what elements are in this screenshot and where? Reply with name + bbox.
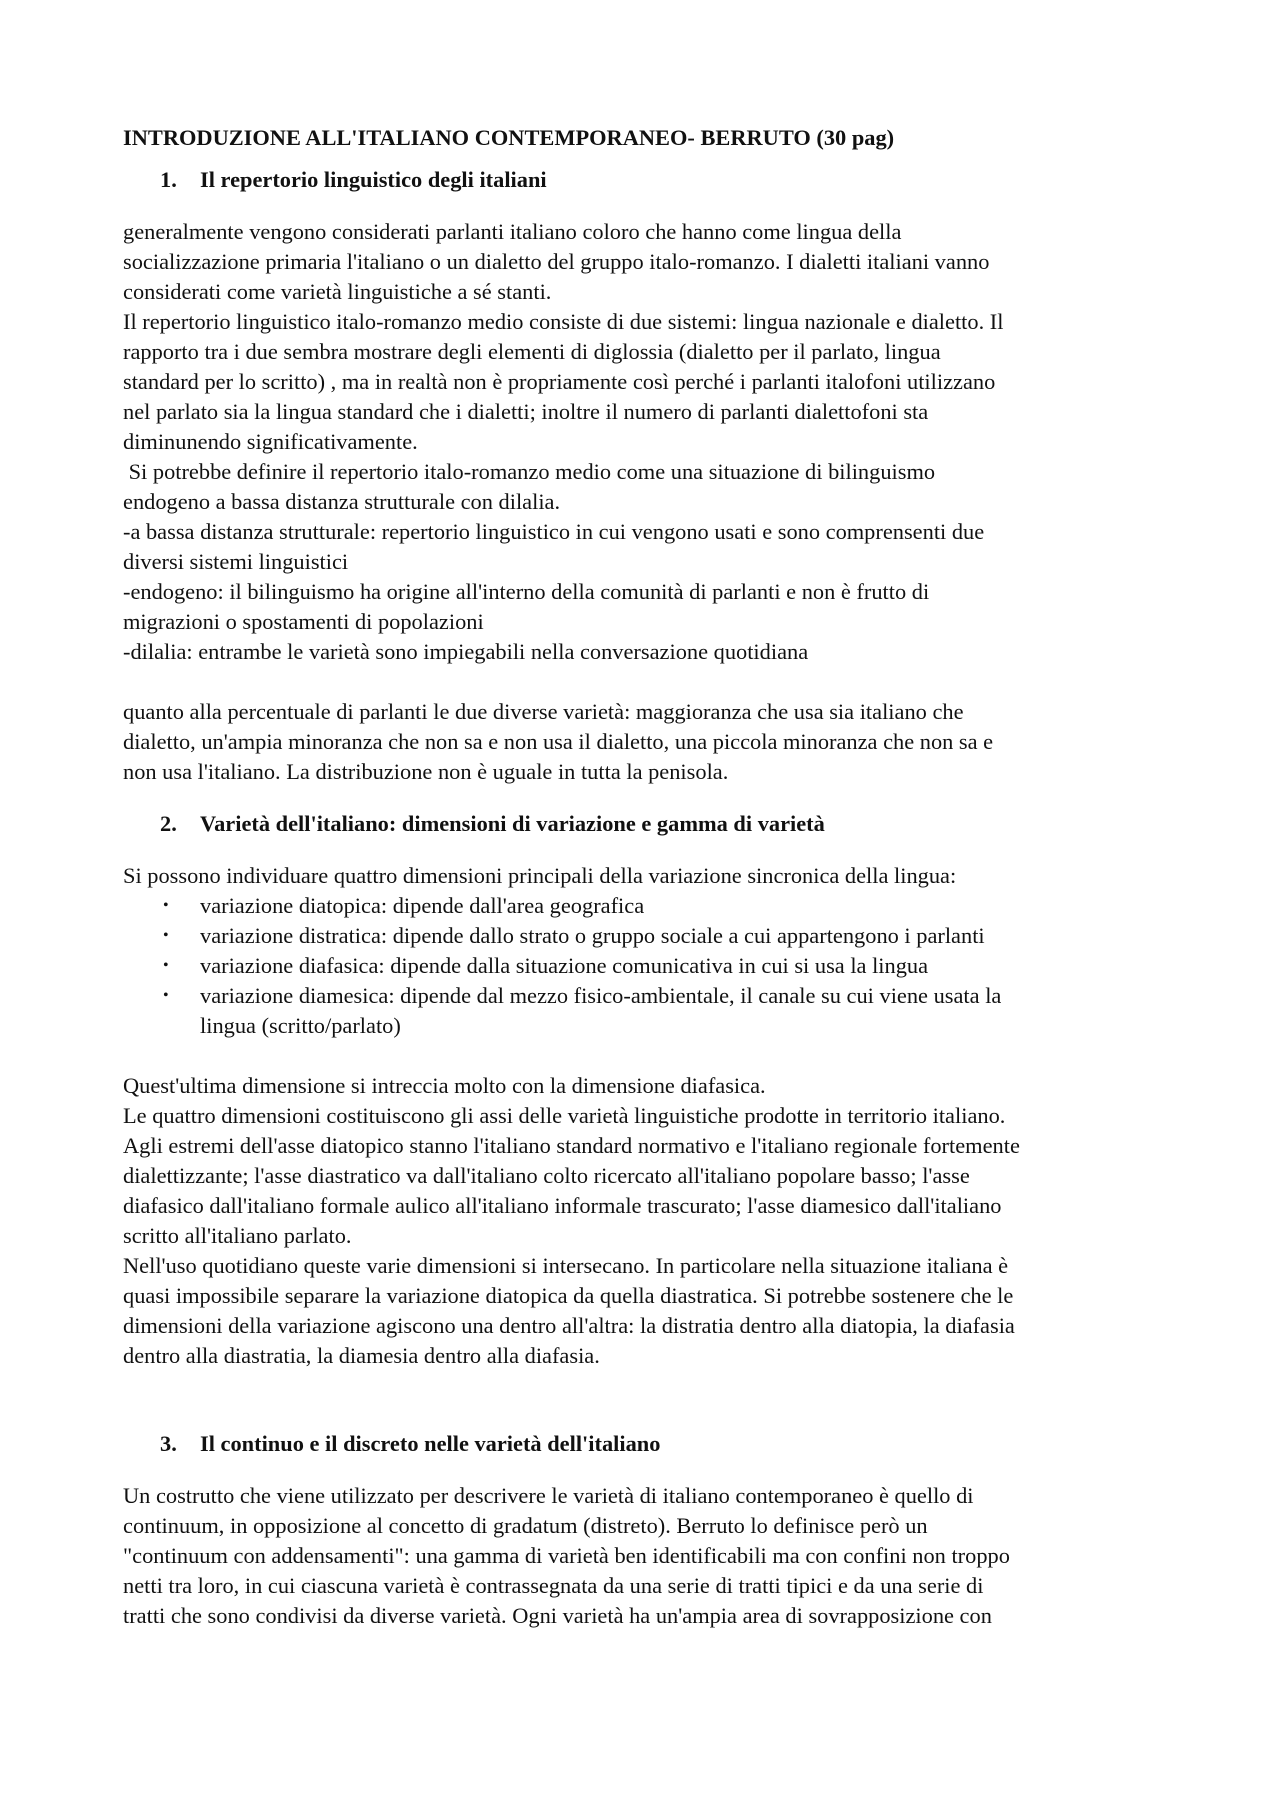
text-line: variazione distratica: dipende dallo strato o gruppo sociale a cui appartengono i parlanti — [200, 923, 985, 948]
text-line: socializzazione primaria l'italiano o un dialetto del gruppo italo-romanzo. I dialetti italiani vanno — [123, 249, 990, 274]
text-line: scritto all'italiano parlato. — [123, 1223, 352, 1248]
text-line: -endogeno: il bilinguismo ha origine all'interno della comunità di parlanti e non è frutto di — [123, 579, 930, 604]
text-line: non usa l'italiano. La distribuzione non è uguale in tutta la penisola. — [123, 759, 729, 784]
text-line: variazione diafasica: dipende dalla situazione comunicativa in cui si usa la lingua — [200, 953, 929, 978]
section-number: 2. — [160, 811, 177, 836]
bullet-list — [123, 891, 1173, 1041]
text-line: dialettizzante; l'asse diastratico va dall'italiano colto ricercato all'italiano popolare basso; l'asse — [123, 1163, 970, 1188]
section2-paragraph — [123, 1071, 1173, 1371]
list-item — [123, 951, 1173, 981]
text-line: diafasico dall'italiano formale aulico all'italiano informale trascurato; l'asse diamesico dall'italiano — [123, 1193, 1002, 1218]
section-heading-2 — [123, 809, 1173, 839]
section-number: 1. — [160, 167, 177, 192]
section-heading-1 — [123, 165, 1173, 195]
section1-paragraph-1 — [123, 217, 1173, 667]
text-line: Un costrutto che viene utilizzato per descrivere le varietà di italiano contemporaneo è quello di — [123, 1483, 974, 1508]
text-line: Nell'uso quotidiano queste varie dimensioni si intersecano. In particolare nella situazione italiana è — [123, 1253, 1009, 1278]
section3-paragraph — [123, 1481, 1173, 1631]
text-line: diversi sistemi linguistici — [123, 549, 349, 574]
text-line: tratti che sono condivisi da diverse varietà. Ogni varietà ha un'ampia area di sovrapposizione con — [123, 1603, 992, 1628]
text-line: diminunendo significativamente. — [123, 429, 418, 454]
text-line: Si potrebbe definire il repertorio italo-romanzo medio come una situazione di bilinguismo — [123, 459, 936, 484]
document-title: INTRODUZIONE ALL'ITALIANO CONTEMPORANEO- BERRUTO (30 pag) — [123, 125, 895, 150]
text-line: variazione diamesica: dipende dal mezzo fisico-ambientale, il canale su cui viene usata la — [200, 983, 1002, 1008]
bullet-icon: • — [163, 957, 169, 974]
section-title: Varietà dell'italiano: dimensioni di variazione e gamma di varietà — [200, 811, 825, 836]
text-line: quanto alla percentuale di parlanti le due diverse varietà: maggioranza che usa sia italiano che — [123, 699, 964, 724]
bullet-icon: • — [163, 897, 169, 914]
section-title: Il repertorio linguistico degli italiani — [200, 167, 547, 192]
text-line: standard per lo scritto) , ma in realtà non è propriamente così perché i parlanti italofoni utilizzano — [123, 369, 996, 394]
text-line: Le quattro dimensioni costituiscono gli assi delle varietà linguistiche prodotte in territorio italiano. — [123, 1103, 1006, 1128]
section-title: Il continuo e il discreto nelle varietà dell'italiano — [200, 1431, 661, 1456]
bullet-icon: • — [163, 927, 169, 944]
text-line: netti tra loro, in cui ciascuna varietà è contrassegnata da una serie di tratti tipici e da una serie di — [123, 1573, 984, 1598]
text-line: -dilalia: entrambe le varietà sono impiegabili nella conversazione quotidiana — [123, 639, 809, 664]
text-line: "continuum con addensamenti": una gamma di varietà ben identificabili ma con confini non troppo — [123, 1543, 1010, 1568]
text-line: dentro alla diastratia, la diamesia dentro alla diafasia. — [123, 1343, 600, 1368]
section1-paragraph-2 — [123, 697, 1173, 787]
text-line: continuum, in opposizione al concetto di gradatum (distreto). Berruto lo definisce però un — [123, 1513, 928, 1538]
section-number: 3. — [160, 1431, 177, 1456]
text-line: Il repertorio linguistico italo-romanzo medio consiste di due sistemi: lingua nazionale e dialetto. Il — [123, 309, 1004, 334]
bullet-icon: • — [163, 987, 169, 1004]
text-line: considerati come varietà linguistiche a sé stanti. — [123, 279, 552, 304]
text-line: Si possono individuare quattro dimensioni principali della variazione sincronica della lingua: — [123, 863, 957, 888]
section2-intro — [123, 861, 1173, 891]
list-item — [123, 891, 1173, 921]
text-line: quasi impossibile separare la variazione diatopica da quella diastratica. Si potrebbe sostenere che le — [123, 1283, 1014, 1308]
text-line: dimensioni della variazione agiscono una dentro all'altra: la distratia dentro alla diatopia, la diafasia — [123, 1313, 1015, 1338]
text-line: Agli estremi dell'asse diatopico stanno l'italiano standard normativo e l'italiano regionale fortemente — [123, 1133, 1020, 1158]
text-line: dialetto, un'ampia minoranza che non sa e non usa il dialetto, una piccola minoranza che non sa e — [123, 729, 994, 754]
text-line: Quest'ultima dimensione si intreccia molto con la dimensione diafasica. — [123, 1073, 766, 1098]
list-item — [123, 981, 1173, 1041]
text-line: endogeno a bassa distanza strutturale con dilalia. — [123, 489, 561, 514]
text-line: variazione diatopica: dipende dall'area geografica — [200, 893, 645, 918]
text-line: rapporto tra i due sembra mostrare degli elementi di diglossia (dialetto per il parlato, lingua — [123, 339, 941, 364]
text-line: -a bassa distanza strutturale: repertorio linguistico in cui vengono usati e sono comprensenti due — [123, 519, 985, 544]
list-item — [123, 921, 1173, 951]
text-line: lingua (scritto/parlato) — [200, 1013, 401, 1038]
document-content — [123, 123, 1173, 1631]
text-line: migrazioni o spostamenti di popolazioni — [123, 609, 484, 634]
text-line: generalmente vengono considerati parlanti italiano coloro che hanno come lingua della — [123, 219, 902, 244]
section-heading-3 — [123, 1429, 1173, 1459]
text-line: nel parlato sia la lingua standard che i dialetti; inoltre il numero di parlanti dialettofoni sta — [123, 399, 929, 424]
